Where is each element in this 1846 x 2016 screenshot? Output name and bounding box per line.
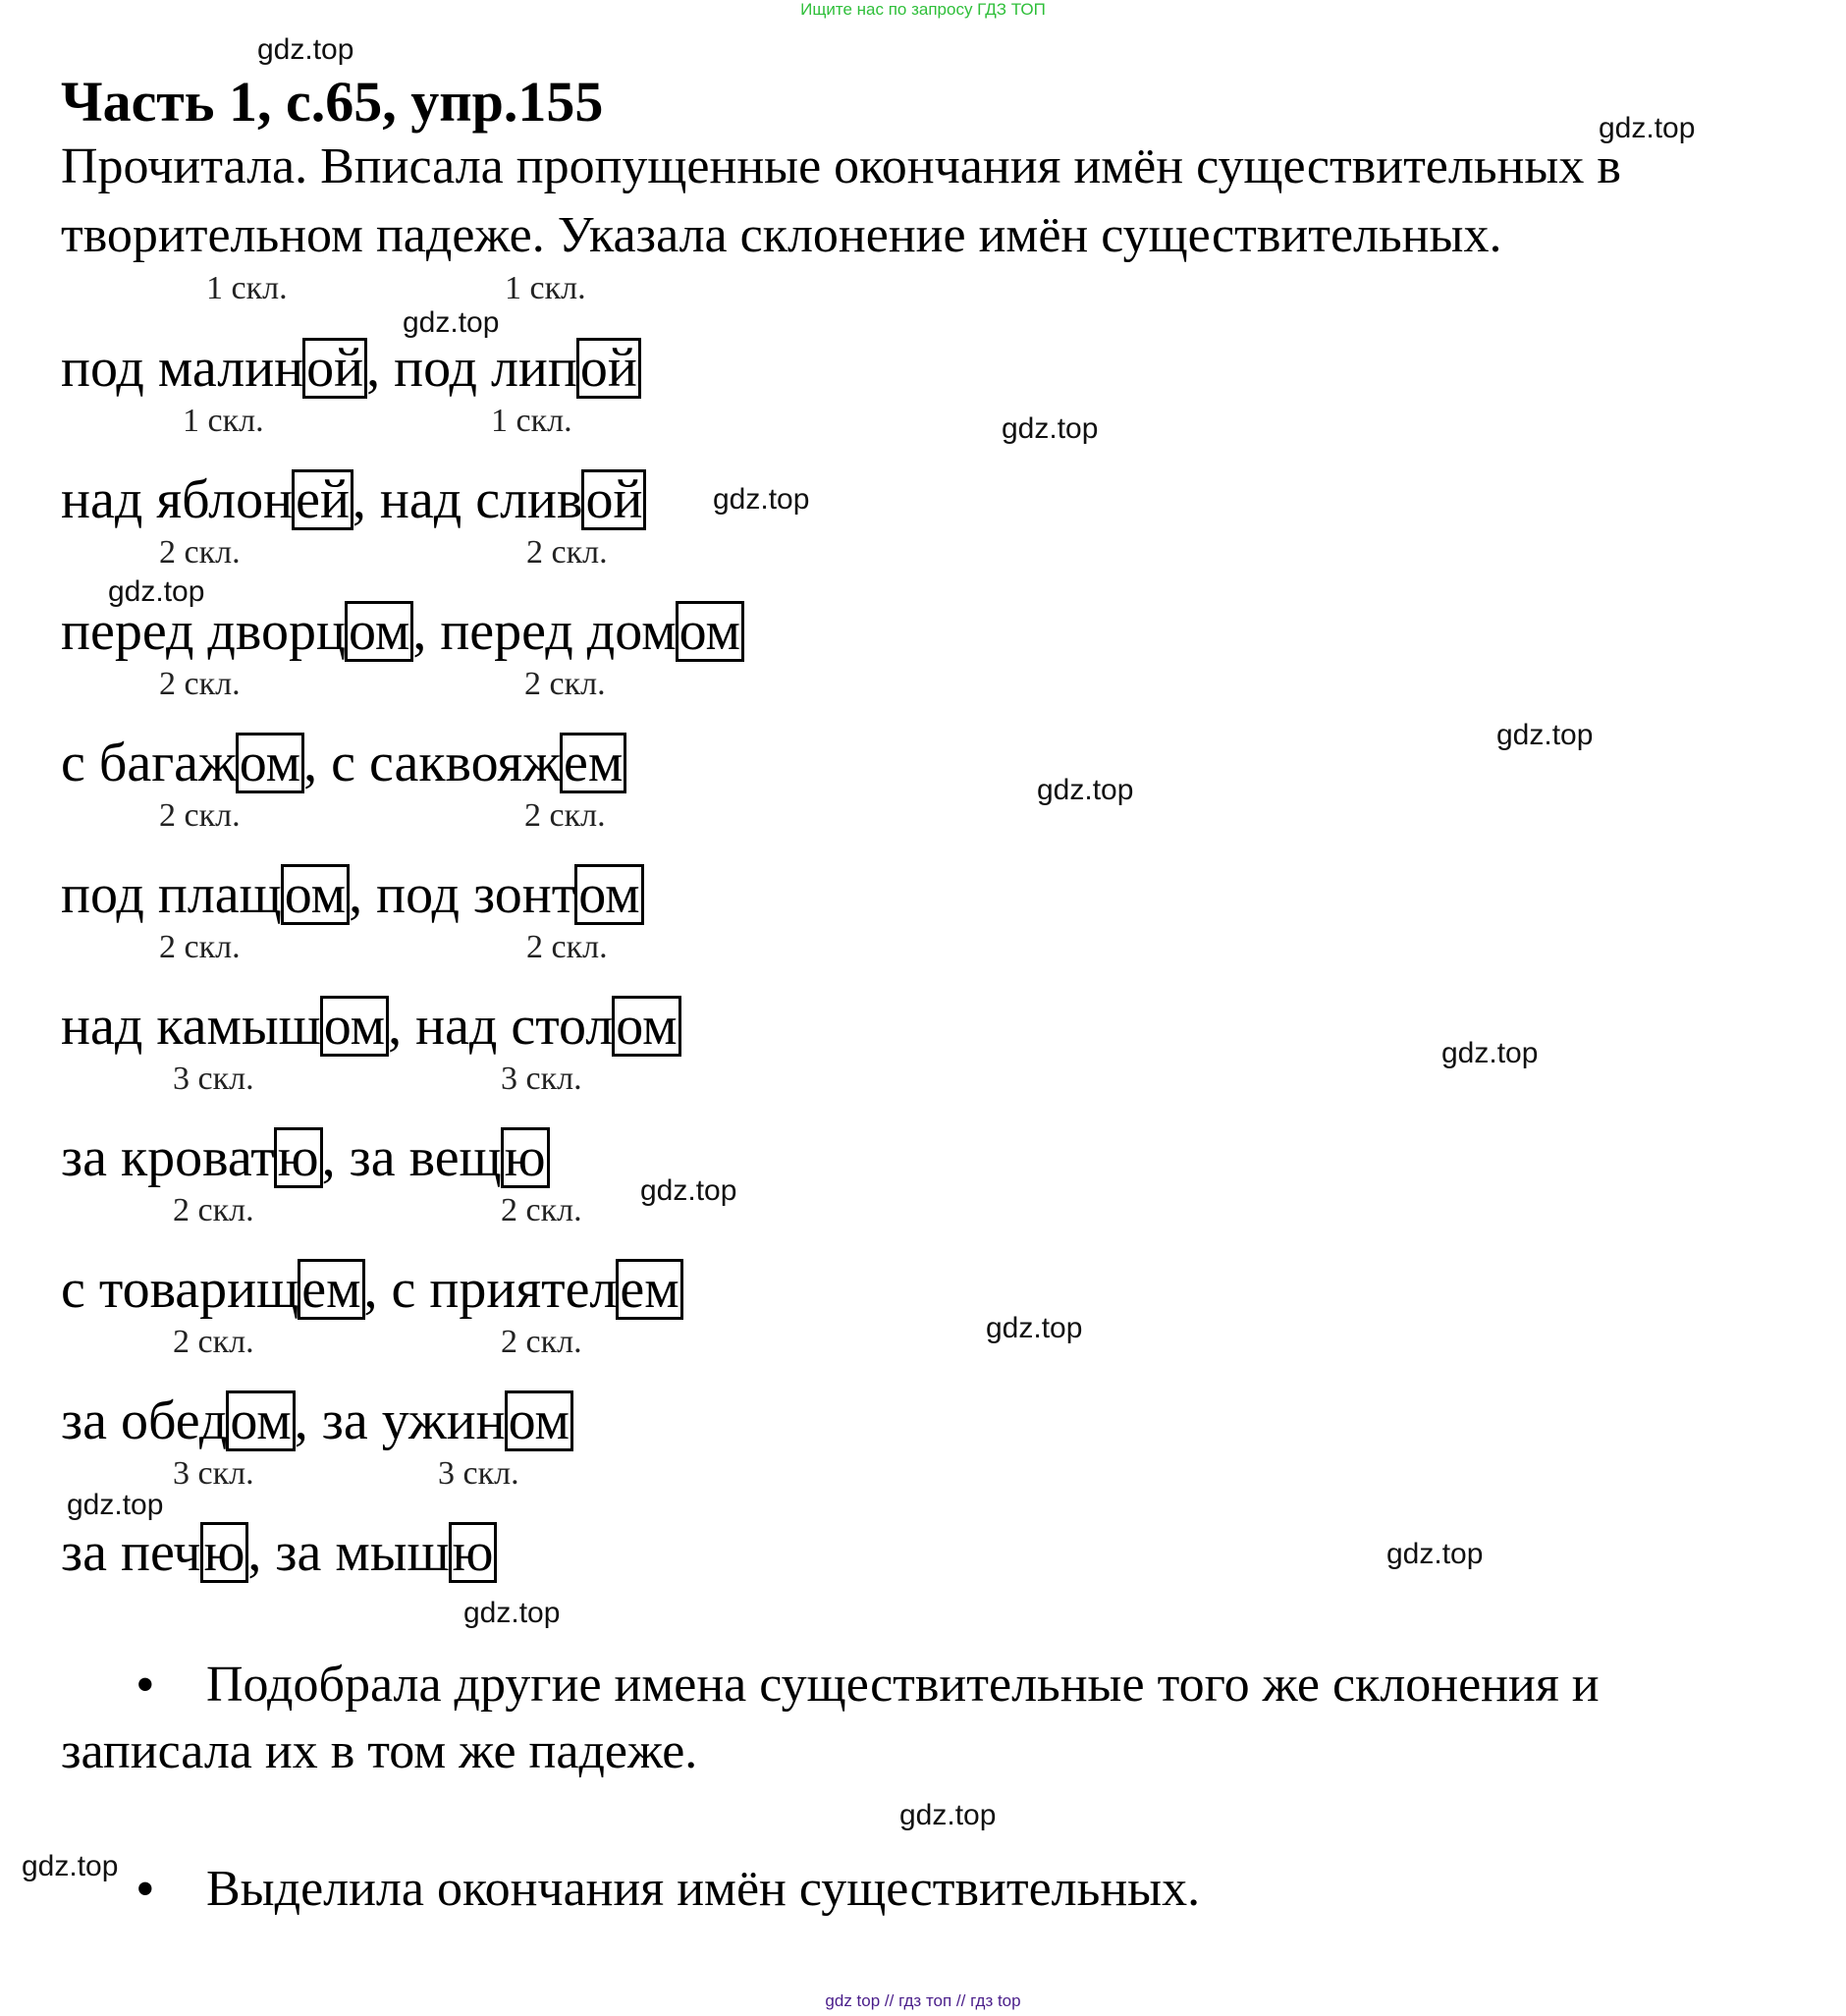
ending-box: ом [676, 601, 744, 662]
footer: gdz top // гдз топ // гдз top [825, 1991, 1021, 2010]
declension-label: 3 скл. [173, 1061, 254, 1097]
intro-line-2: творительном падеже. Указала склонение имён существительных. [61, 207, 1502, 263]
declension-label: 1 скл. [183, 403, 264, 439]
separator: , [349, 864, 377, 925]
intro-line-1: Прочитала. Вписала пропущенные окончания имён существительных в [61, 138, 1621, 194]
ending-box: ом [320, 996, 389, 1057]
word-stem: над слив [379, 469, 583, 530]
watermark: gdz.top [1441, 1037, 1539, 1069]
ending-box: ой [576, 338, 641, 399]
declension-label: 2 скл. [526, 534, 608, 571]
declension-label: 3 скл. [173, 1455, 254, 1492]
ending-box: ем [616, 1259, 682, 1320]
separator: , [303, 733, 332, 793]
declension-label: 1 скл. [206, 270, 288, 306]
ending-box: ом [612, 996, 680, 1057]
watermark: gdz.top [1002, 412, 1099, 445]
bullet-text-line-1: Подобрала другие имена существительные того же склонения и [206, 1657, 1600, 1713]
word-stem: над камыш [61, 996, 321, 1057]
word-pair-row [61, 1520, 496, 1585]
bullet-icon: • [136, 1655, 155, 1716]
word-stem: под зонт [376, 864, 576, 925]
watermark: gdz.top [22, 1850, 119, 1882]
declension-label: 2 скл. [501, 1192, 582, 1228]
word-pair-row [61, 862, 643, 927]
word-stem: над яблон [61, 469, 294, 530]
word-pair-row [61, 599, 743, 664]
separator: , [352, 469, 380, 530]
ending-box: ю [449, 1522, 498, 1583]
ending-box: ю [274, 1127, 323, 1188]
bullet-text: Выделила окончания имён существительных. [206, 1861, 1201, 1917]
ending-box: ом [226, 1390, 295, 1451]
separator: , [366, 338, 395, 399]
word-stem: за мыш [275, 1522, 450, 1583]
word-pair-row [61, 1257, 682, 1322]
word-stem: за обед [61, 1390, 228, 1451]
declension-label: 3 скл. [501, 1061, 582, 1097]
top-banner: Ищите нас по запросу ГДЗ ТОП [800, 0, 1046, 19]
word-pair-row [61, 1125, 549, 1190]
ending-box: ом [281, 864, 350, 925]
word-stem: с багаж [61, 733, 237, 793]
ending-box: ой [581, 469, 646, 530]
word-pair-row [61, 1389, 572, 1453]
word-stem: под лип [394, 338, 577, 399]
word-stem: с саквояж [331, 733, 561, 793]
watermark: gdz.top [1037, 774, 1134, 806]
word-stem: за ужин [321, 1390, 506, 1451]
watermark: gdz.top [257, 33, 354, 66]
declension-label: 2 скл. [159, 666, 241, 702]
watermark: gdz.top [899, 1799, 997, 1831]
declension-label: 2 скл. [159, 929, 241, 965]
separator: , [412, 601, 441, 662]
declension-label: 2 скл. [524, 666, 606, 702]
word-stem: перед дворц [61, 601, 346, 662]
watermark: gdz.top [463, 1597, 561, 1629]
ending-box: ю [501, 1127, 550, 1188]
word-stem: за кроват [61, 1127, 275, 1188]
separator: , [247, 1522, 276, 1583]
ending-box: ой [302, 338, 367, 399]
declension-label: 2 скл. [501, 1324, 582, 1360]
word-stem: под плащ [61, 864, 282, 925]
ending-box: ем [298, 1259, 364, 1320]
ending-box: ом [236, 733, 304, 793]
separator: , [363, 1259, 392, 1320]
declension-label: 2 скл. [524, 797, 606, 834]
word-pair-row [61, 994, 680, 1059]
word-stem: с товарищ [61, 1259, 299, 1320]
declension-label: 2 скл. [173, 1192, 254, 1228]
bullet-text-line-2: записала их в том же падеже. [61, 1723, 698, 1779]
watermark: gdz.top [1599, 112, 1696, 144]
declension-label: 2 скл. [159, 534, 241, 571]
watermark: gdz.top [108, 575, 205, 608]
declension-label: 3 скл. [438, 1455, 519, 1492]
ending-box: ю [200, 1522, 249, 1583]
word-pair-row [61, 731, 625, 795]
declension-label: 2 скл. [173, 1324, 254, 1360]
watermark: gdz.top [640, 1174, 737, 1207]
ending-box: ем [560, 733, 626, 793]
watermark: gdz.top [986, 1312, 1083, 1344]
ending-box: ей [292, 469, 353, 530]
word-stem: перед дом [440, 601, 677, 662]
separator: , [321, 1127, 350, 1188]
word-stem: с приятел [391, 1259, 618, 1320]
ending-box: ом [505, 1390, 573, 1451]
word-stem: за вещ [349, 1127, 502, 1188]
word-stem: под малин [61, 338, 304, 399]
watermark: gdz.top [1496, 719, 1594, 751]
word-pair-row [61, 336, 640, 401]
declension-label: 2 скл. [526, 929, 608, 965]
ending-box: ом [345, 601, 413, 662]
separator: , [388, 996, 416, 1057]
word-stem: за печ [61, 1522, 201, 1583]
declension-label: 1 скл. [491, 403, 572, 439]
watermark: gdz.top [1386, 1538, 1484, 1570]
watermark: gdz.top [403, 306, 500, 339]
declension-label: 2 скл. [159, 797, 241, 834]
bullet-icon: • [136, 1859, 155, 1920]
word-pair-row [61, 467, 645, 532]
watermark: gdz.top [67, 1489, 164, 1521]
ending-box: ом [574, 864, 643, 925]
page-title: Часть 1, с.65, упр.155 [61, 70, 604, 134]
separator: , [294, 1390, 322, 1451]
word-stem: над стол [415, 996, 614, 1057]
declension-label: 1 скл. [505, 270, 586, 306]
watermark: gdz.top [713, 483, 810, 516]
